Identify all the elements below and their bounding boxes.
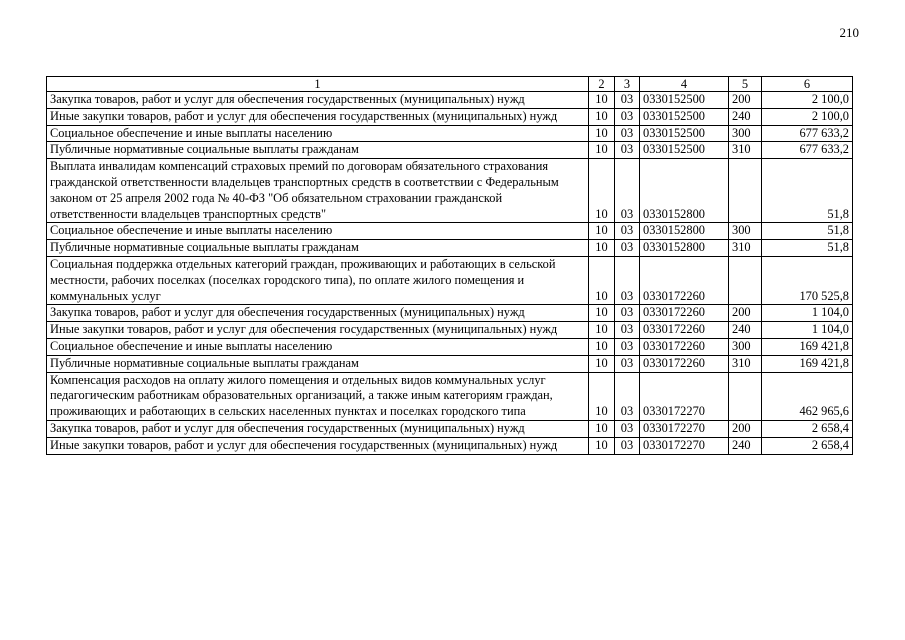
amount-cell: 1 104,0: [762, 322, 853, 339]
expense-name-cell: Компенсация расходов на оплату жилого помещения и отдельных видов коммунальных услуг педагогическим работникам образовательных организаций, а также иным категориям граждан, проживающих и работающих в сельских населенных пунктах и поселках городского типа: [47, 372, 589, 420]
expense-name-cell: Иные закупки товаров, работ и услуг для обеспечения государственных (муниципальных) нужд: [47, 322, 589, 339]
expense-name-cell: Социальная поддержка отдельных категорий граждан, проживающих и работающих в сельской местности, рабочих поселках (поселках городского типа), по оплате жилого помещения и коммунальных услуг: [47, 256, 589, 304]
expense-name-cell: Закупка товаров, работ и услуг для обеспечения государственных (муниципальных) нужд: [47, 92, 589, 109]
expense-name-cell: Выплата инвалидам компенсаций страховых премий по договорам обязательного страхования гражданской ответственности владельцев транспортных средств в соответствии с Федеральным законом от 25 апреля 2002 года № 40-ФЗ "Об обязательном страховании гражданской ответственности владельцев транспортных средств": [47, 159, 589, 223]
section-code-cell: 10: [589, 92, 615, 109]
table-row: [47, 240, 853, 257]
subsection-code-cell: 03: [615, 355, 640, 372]
target-article-cell: 0330152800: [640, 159, 729, 223]
section-code-cell: 10: [589, 240, 615, 257]
section-code-cell: 10: [589, 256, 615, 304]
subsection-code-cell: 03: [615, 256, 640, 304]
table-row: [47, 223, 853, 240]
section-code-cell: 10: [589, 125, 615, 142]
table-row: [47, 256, 853, 304]
subsection-code-cell: 03: [615, 240, 640, 257]
section-code-cell: 10: [589, 372, 615, 420]
amount-cell: 1 104,0: [762, 305, 853, 322]
target-article-cell: 0330172260: [640, 256, 729, 304]
expense-type-cell: 300: [729, 223, 762, 240]
amount-cell: 2 100,0: [762, 92, 853, 109]
section-code-cell: 10: [589, 305, 615, 322]
subsection-code-cell: 03: [615, 437, 640, 454]
table-row: [47, 92, 853, 109]
table-row: [47, 437, 853, 454]
table-row: [47, 338, 853, 355]
amount-cell: 462 965,6: [762, 372, 853, 420]
subsection-code-cell: 03: [615, 159, 640, 223]
page-number: 210: [839, 25, 859, 40]
header-cell: 5: [729, 77, 762, 92]
target-article-cell: 0330172270: [640, 372, 729, 420]
table-row: [47, 159, 853, 223]
expense-type-cell: 310: [729, 240, 762, 257]
table-row: [47, 108, 853, 125]
table-header-row: [47, 77, 853, 92]
target-article-cell: 0330152500: [640, 108, 729, 125]
table-row: [47, 125, 853, 142]
amount-cell: 677 633,2: [762, 125, 853, 142]
amount-cell: 2 658,4: [762, 420, 853, 437]
amount-cell: 51,8: [762, 223, 853, 240]
subsection-code-cell: 03: [615, 322, 640, 339]
expense-type-cell: 200: [729, 420, 762, 437]
section-code-cell: 10: [589, 223, 615, 240]
target-article-cell: 0330172260: [640, 322, 729, 339]
header-cell: 6: [762, 77, 853, 92]
expense-type-cell: 310: [729, 142, 762, 159]
subsection-code-cell: 03: [615, 142, 640, 159]
budget-table: [46, 76, 853, 455]
expense-name-cell: Публичные нормативные социальные выплаты гражданам: [47, 142, 589, 159]
section-code-cell: 10: [589, 108, 615, 125]
expense-name-cell: Иные закупки товаров, работ и услуг для обеспечения государственных (муниципальных) нужд: [47, 437, 589, 454]
expense-name-cell: Закупка товаров, работ и услуг для обеспечения государственных (муниципальных) нужд: [47, 305, 589, 322]
expense-name-cell: Иные закупки товаров, работ и услуг для обеспечения государственных (муниципальных) нужд: [47, 108, 589, 125]
expense-type-cell: 240: [729, 437, 762, 454]
subsection-code-cell: 03: [615, 92, 640, 109]
subsection-code-cell: 03: [615, 108, 640, 125]
header-cell: 4: [640, 77, 729, 92]
section-code-cell: 10: [589, 420, 615, 437]
target-article-cell: 0330172270: [640, 420, 729, 437]
section-code-cell: 10: [589, 142, 615, 159]
table-row: [47, 142, 853, 159]
amount-cell: 2 100,0: [762, 108, 853, 125]
header-cell: 3: [615, 77, 640, 92]
section-code-cell: 10: [589, 159, 615, 223]
expense-name-cell: Социальное обеспечение и иные выплаты населению: [47, 338, 589, 355]
amount-cell: 170 525,8: [762, 256, 853, 304]
expense-type-cell: 240: [729, 108, 762, 125]
expense-name-cell: Публичные нормативные социальные выплаты гражданам: [47, 355, 589, 372]
expense-name-cell: Публичные нормативные социальные выплаты гражданам: [47, 240, 589, 257]
table-row: [47, 355, 853, 372]
subsection-code-cell: 03: [615, 125, 640, 142]
target-article-cell: 0330172260: [640, 305, 729, 322]
target-article-cell: 0330152500: [640, 92, 729, 109]
header-cell: 2: [589, 77, 615, 92]
expense-type-cell: [729, 372, 762, 420]
expense-name-cell: Социальное обеспечение и иные выплаты населению: [47, 223, 589, 240]
amount-cell: 51,8: [762, 159, 853, 223]
target-article-cell: 0330152500: [640, 142, 729, 159]
expense-name-cell: Социальное обеспечение и иные выплаты населению: [47, 125, 589, 142]
amount-cell: 2 658,4: [762, 437, 853, 454]
section-code-cell: 10: [589, 437, 615, 454]
target-article-cell: 0330172270: [640, 437, 729, 454]
amount-cell: 169 421,8: [762, 338, 853, 355]
expense-type-cell: [729, 159, 762, 223]
table-row: [47, 420, 853, 437]
table-row: [47, 322, 853, 339]
amount-cell: 677 633,2: [762, 142, 853, 159]
expense-type-cell: [729, 256, 762, 304]
amount-cell: 51,8: [762, 240, 853, 257]
target-article-cell: 0330172260: [640, 355, 729, 372]
table-row: [47, 372, 853, 420]
budget-table-body: [47, 77, 853, 455]
expense-type-cell: 310: [729, 355, 762, 372]
target-article-cell: 0330152800: [640, 223, 729, 240]
section-code-cell: 10: [589, 338, 615, 355]
subsection-code-cell: 03: [615, 420, 640, 437]
section-code-cell: 10: [589, 355, 615, 372]
amount-cell: 169 421,8: [762, 355, 853, 372]
subsection-code-cell: 03: [615, 223, 640, 240]
section-code-cell: 10: [589, 322, 615, 339]
target-article-cell: 0330172260: [640, 338, 729, 355]
expense-type-cell: 200: [729, 305, 762, 322]
subsection-code-cell: 03: [615, 372, 640, 420]
target-article-cell: 0330152500: [640, 125, 729, 142]
table-row: [47, 305, 853, 322]
expense-type-cell: 300: [729, 338, 762, 355]
expense-type-cell: 240: [729, 322, 762, 339]
expense-name-cell: Закупка товаров, работ и услуг для обеспечения государственных (муниципальных) нужд: [47, 420, 589, 437]
expense-type-cell: 300: [729, 125, 762, 142]
header-cell: 1: [47, 77, 589, 92]
expense-type-cell: 200: [729, 92, 762, 109]
target-article-cell: 0330152800: [640, 240, 729, 257]
subsection-code-cell: 03: [615, 338, 640, 355]
subsection-code-cell: 03: [615, 305, 640, 322]
